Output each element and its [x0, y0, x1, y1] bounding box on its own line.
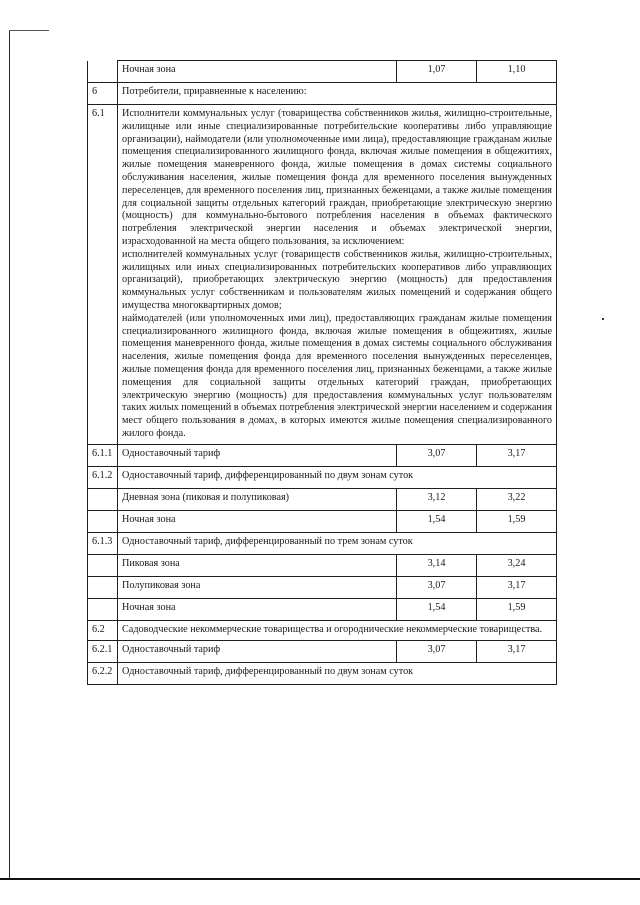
- row-label: Садоводческие некоммерческие товарищества и огороднические некоммерческие товарищества.: [118, 620, 557, 640]
- table-row: [88, 444, 557, 466]
- row-number: 6.1.3: [88, 532, 118, 554]
- scan-top-edge: [9, 30, 49, 31]
- tariff-value-1: 3,07: [397, 444, 477, 466]
- tariff-value-1: 3,07: [397, 640, 477, 662]
- table-row: [88, 620, 557, 640]
- table-row: [88, 554, 557, 576]
- table-row: [88, 532, 557, 554]
- scan-left-edge: [9, 30, 10, 878]
- row-number: [88, 488, 118, 510]
- table-row: [88, 510, 557, 532]
- row-number: 6.2.2: [88, 662, 118, 684]
- row-label: Одноставочный тариф, дифференцированный по двум зонам суток: [118, 466, 557, 488]
- table-row: [88, 576, 557, 598]
- table-row: [88, 61, 557, 83]
- description-paragraph: Исполнители коммунальных услуг (товарищества собственников жилья, жилищно-строительные, жилищные или иные специализированные потребительские кооперативы либо управляющие организации), наймодатели (или уполномоченные ими лица), предоставляющие гражданам жилые помещения специализированного жилищного фонда, включая жилые помещения в общежитиях, жилые помещения маневренного фонда, жилые помещения в домах системы социального обслуживания населения, жилые помещения фонда для временного поселения вынужденных переселенцев, для временного поселения лиц, признанных беженцами, а также жилые помещения для социальной защиты отдельных категорий граждан, приобретающие электрическую энергию (мощность) для коммунально-бытового потребления населения в объемах фактического потребления электрической энергии населения и объемах электрической энергии, израсходованной на места общего пользования, за исключением:: [122, 108, 552, 247]
- row-label: Одноставочный тариф, дифференцированный по двум зонам суток: [118, 662, 557, 684]
- row-number: [88, 576, 118, 598]
- row-label: Полупиковая зона: [118, 576, 397, 598]
- tariff-value-2: 1,59: [477, 510, 557, 532]
- row-label: Одноставочный тариф: [118, 444, 397, 466]
- table-row: [88, 662, 557, 684]
- tariff-value-1: 3,07: [397, 576, 477, 598]
- table-row: [88, 598, 557, 620]
- row-label: Одноставочный тариф: [118, 640, 397, 662]
- row-label: Пиковая зона: [118, 554, 397, 576]
- tariff-value-2: 1,10: [477, 61, 557, 83]
- row-label: Потребители, приравненные к населению:: [118, 83, 557, 105]
- row-label: Ночная зона: [118, 510, 397, 532]
- tariff-value-1: 1,07: [397, 61, 477, 83]
- row-number: [88, 598, 118, 620]
- row-description: [118, 105, 557, 445]
- table-row: [88, 640, 557, 662]
- tariff-table: [87, 60, 557, 685]
- tariff-value-2: 1,59: [477, 598, 557, 620]
- scan-speck: [602, 318, 604, 320]
- tariff-value-2: 3,17: [477, 640, 557, 662]
- row-number: 6.1.1: [88, 444, 118, 466]
- table-row: [88, 105, 557, 445]
- row-number: 6.1.2: [88, 466, 118, 488]
- tariff-value-2: 3,17: [477, 444, 557, 466]
- description-paragraph: наймодателей (или уполномоченных ими лиц), предоставляющих гражданам жилые помещения специализированного жилищного фонда, включая жилые помещения в общежитиях, жилые помещения маневренного фонда, жилые помещения в домах системы социального обслуживания населения, жилые помещения фонда для временного поселения вынужденных переселенцев, жилые помещения фонда для временного поселения лиц, признанных беженцами, а также жилые помещения для социальной защиты отдельных категорий граждан, приобретающих электрическую энергию (мощность) для предоставления коммунальных услуг пользователям таких жилых помещений в объемах потребления электрической энергии населением и содержания мест общего пользования в домах, в которых имеются жилые помещения специализированного жилого фонда.: [122, 312, 552, 439]
- tariff-value-2: 3,17: [477, 576, 557, 598]
- tariff-value-2: 3,24: [477, 554, 557, 576]
- tariff-value-1: 3,12: [397, 488, 477, 510]
- row-number: 6: [88, 83, 118, 105]
- row-number: 6.2: [88, 620, 118, 640]
- tariff-value-1: 3,14: [397, 554, 477, 576]
- tariff-value-1: 1,54: [397, 598, 477, 620]
- row-number: [88, 510, 118, 532]
- row-number: [88, 61, 118, 83]
- row-number: 6.2.1: [88, 640, 118, 662]
- tariff-value-2: 3,22: [477, 488, 557, 510]
- description-paragraph: исполнителей коммунальных услуг (товариществ собственников жилья, жилищно-строительных, жилищных или иных специализированных потребительских кооперативов либо управляющих организаций), приобретающих электрическую энергию (мощность) для предоставления коммунальных услуг собственникам и пользователям жилых помещений и содержания общего имущества многоквартирных домов;: [122, 248, 552, 311]
- row-label: Ночная зона: [118, 598, 397, 620]
- row-label: Ночная зона: [118, 61, 397, 83]
- tariff-value-1: 1,54: [397, 510, 477, 532]
- row-number: [88, 554, 118, 576]
- table-row: [88, 488, 557, 510]
- row-label: Дневная зона (пиковая и полупиковая): [118, 488, 397, 510]
- scan-bottom-edge: [0, 878, 640, 880]
- table-row: [88, 83, 557, 105]
- row-number: 6.1: [88, 105, 118, 445]
- table-row: [88, 466, 557, 488]
- row-label: Одноставочный тариф, дифференцированный по трем зонам суток: [118, 532, 557, 554]
